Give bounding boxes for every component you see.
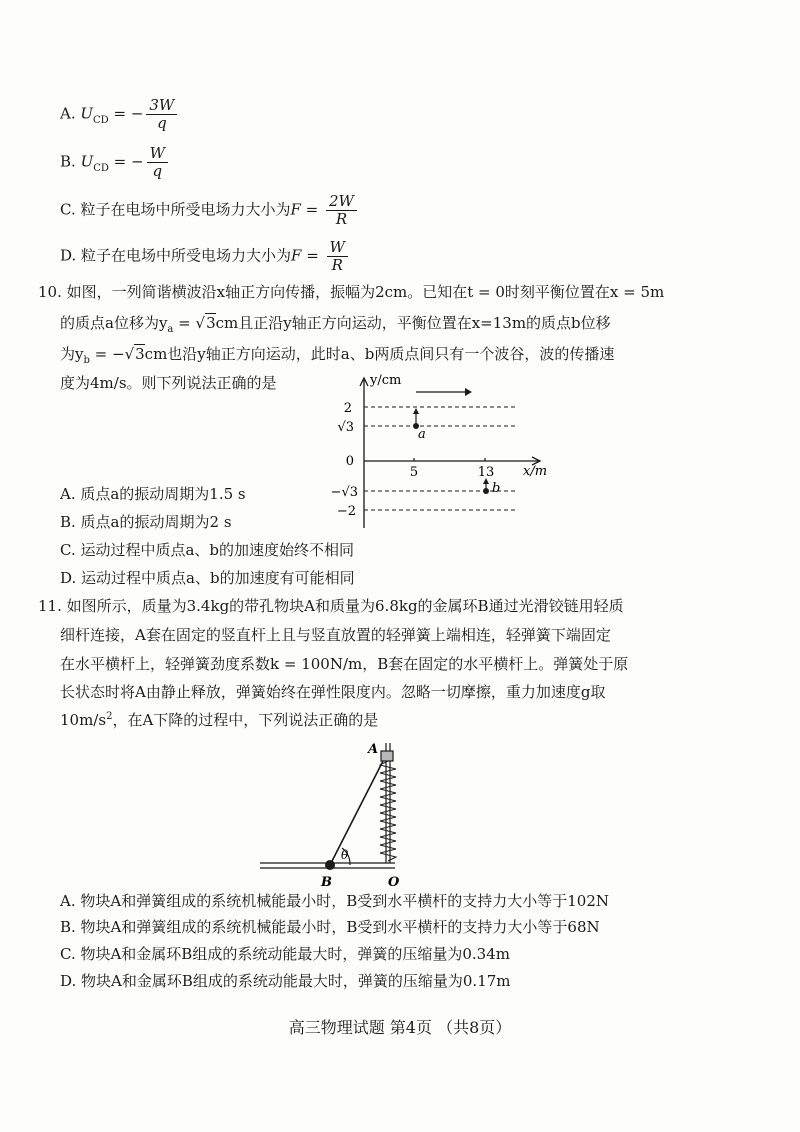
tick-2: 2 [343, 401, 352, 416]
q11-option-d: D. 物块A和金属环B组成的系统动能最大时，弹簧的压缩量为0.17m [60, 972, 511, 990]
tick-5: 5 [409, 465, 419, 480]
q9-option-c: C. 粒子在电场中所受电场力大小为F = $\frac{2W}{R}$ [60, 193, 360, 228]
page-footer: 高三物理试题 第4页 （共8页） [288, 1018, 512, 1037]
tick-neg2: −2 [336, 504, 356, 519]
q11-stem-line3: 在水平横杆上，轻弹簧劲度系数k = 100N/m，B套在固定的水平横杆上。弹簧处于原 [60, 655, 629, 673]
q11-option-a: A. 物块A和弹簧组成的系统机械能最小时，B受到水平横杆的支持力大小等于102N [60, 892, 609, 910]
label-a: a [418, 427, 426, 442]
x-axis-label: x/m [523, 464, 548, 479]
spring-diagram [255, 735, 435, 890]
ring-b [325, 860, 335, 870]
tick-13: 13 [477, 465, 495, 480]
q10-stem-line3: 为$y_b = -√3cm$也沿y轴正方向运动，此时a、b两质点间只有一个波谷，波的传播速 [60, 345, 615, 366]
q11-stem-line1: 11. 如图所示，质量为3.4kg的带孔物块A和质量为6.8kg的金属环B通过光滑铰链用轻质 [38, 597, 624, 615]
q10-option-c: C. 运动过程中质点a、b的加速度始终不相同 [60, 541, 355, 559]
q11-stem-line4: 长状态时将A由静止释放，弹簧始终在弹性限度内。忽略一切摩擦，重力加速度g取 [60, 683, 606, 701]
q11-stem-line5: $10m/s^2$，在A下降的过程中，下列说法正确的是 [60, 711, 379, 729]
q10-stem-line2: 的质点a位移为$y_a = √3cm$且正沿y轴正方向运动，平衡位置在x=13m的质点b位移 [60, 314, 611, 335]
point-b-dot [483, 488, 489, 494]
q9-option-b: B. $U_{CD}$ = − $\frac{W}{q}$ [60, 145, 171, 180]
wave-graph [320, 370, 550, 530]
q11-option-c: C. 物块A和金属环B组成的系统动能最大时，弹簧的压缩量为0.34m [60, 945, 510, 963]
q10-option-a: A. 质点a的振动周期为1.5 s [60, 485, 246, 503]
label-A: A [368, 742, 379, 757]
tick-neg-sqrt3: −√3 [330, 485, 358, 500]
q9-option-d: D. 粒子在电场中所受电场力大小为F = $\frac{W}{R}$ [60, 239, 351, 274]
q10-stem-line4: 度为4m/s。则下列说法正确的是 [60, 374, 277, 392]
q11-stem-line2: 细杆连接，A套在固定的竖直杆上且与竖直放置的轻弹簧上端相连，轻弹簧下端固定 [60, 626, 611, 644]
label-theta: θ [341, 848, 349, 862]
spring-coil [380, 761, 396, 861]
q9-option-a: A. $U_{CD}$ = − $\frac{3W}{q}$ [60, 97, 180, 132]
q10-option-d: D. 运动过程中质点a、b的加速度有可能相同 [60, 569, 355, 587]
y-axis-label: y/cm [370, 373, 402, 388]
tick-0: 0 [345, 454, 354, 469]
connecting-rod [330, 761, 383, 865]
q11-option-b: B. 物块A和弹簧组成的系统机械能最小时，B受到水平横杆的支持力大小等于68N [60, 918, 600, 936]
label-b: b [492, 481, 501, 496]
label-O: O [388, 875, 400, 890]
tick-sqrt3: √3 [337, 420, 354, 435]
label-B: B [321, 875, 332, 890]
q10-stem-line1: 10. 如图，一列简谐横波沿x轴正方向传播，振幅为2cm。已知在t = 0时刻平衡位置在x = 5m [38, 283, 665, 301]
block-a [381, 751, 393, 761]
q10-option-b: B. 质点a的振动周期为2 s [60, 513, 232, 531]
